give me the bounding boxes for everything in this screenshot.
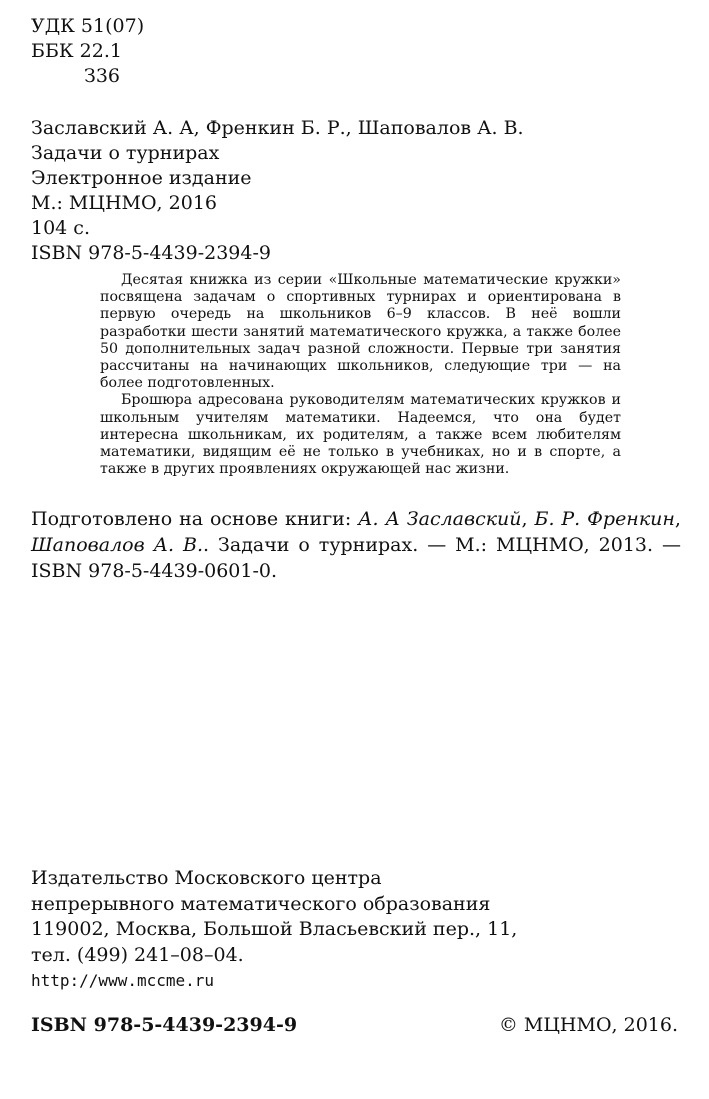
abstract-paragraph-1: Десятая книжка из серии «Школьные математические кружки» посвящена задачам о спортивных турнирах и ориентирована в первую очередь на школьников 6–9 классов. В неё вошли разработки шести занятий математического кружка, а также более 50 дополнительных задач разной сложности. Первые три занятия рассчитаны на начинающих школьников, следующие три — на более подготовленных.: [100, 272, 621, 392]
source-author-1: А. А Заславский: [358, 508, 522, 530]
page-count: 104 с.: [31, 217, 90, 239]
publisher-name-line-2: непрерывного математического образования: [31, 892, 491, 915]
source-separator-1: ,: [521, 508, 535, 530]
source-author-2: Б. Р. Френкин: [534, 508, 675, 530]
source-note: [31, 506, 681, 584]
bibliographic-record: [31, 116, 524, 266]
imprint: М.: МЦНМО, 2016: [31, 192, 217, 214]
abstract-paragraph-2: Брошюра адресована руководителям математических кружков и школьным учителям математики. Надеемся, что она будет интересна школьникам, их родителям, а также всем любителям математики, видящим её не только в учебниках, но и в спорте, а также в других проявлениях окружающей нас жизни.: [100, 392, 621, 478]
publisher-url[interactable]: http://www.mccme.ru: [31, 971, 215, 990]
source-suffix: . Задачи о турнирах. — М.: МЦНМО, 2013. — ISBN 978-5-4439-0601-0.: [31, 534, 681, 582]
abstract: [100, 272, 621, 478]
footer-isbn: ISBN 978-5-4439-2394-9: [31, 1014, 298, 1036]
publisher-phone: тел. (499) 241–08–04.: [31, 943, 244, 966]
classification-codes: [31, 14, 144, 89]
source-prefix: Подготовлено на основе книги:: [31, 508, 359, 530]
publisher-name-line-1: Издательство Московского центра: [31, 867, 382, 889]
edition: Электронное издание: [31, 167, 252, 189]
authors: Заславский А. А, Френкин Б. Р., Шаповалов А. В.: [31, 117, 524, 139]
book-title: Задачи о турнирах: [31, 142, 220, 164]
source-separator-2: ,: [674, 508, 681, 530]
publisher-address: 119002, Москва, Большой Власьевский пер., 11,: [31, 918, 518, 940]
author-sign: З36: [84, 65, 121, 87]
footer-copyright: © МЦНМО, 2016.: [498, 1014, 678, 1036]
source-author-3: Шаповалов А. В.: [31, 534, 204, 556]
udk-code: УДК 51(07): [31, 15, 145, 37]
bbk-code: ББК 22.1: [31, 40, 122, 62]
publisher-info: [31, 866, 517, 994]
isbn: ISBN 978-5-4439-2394-9: [31, 242, 271, 264]
